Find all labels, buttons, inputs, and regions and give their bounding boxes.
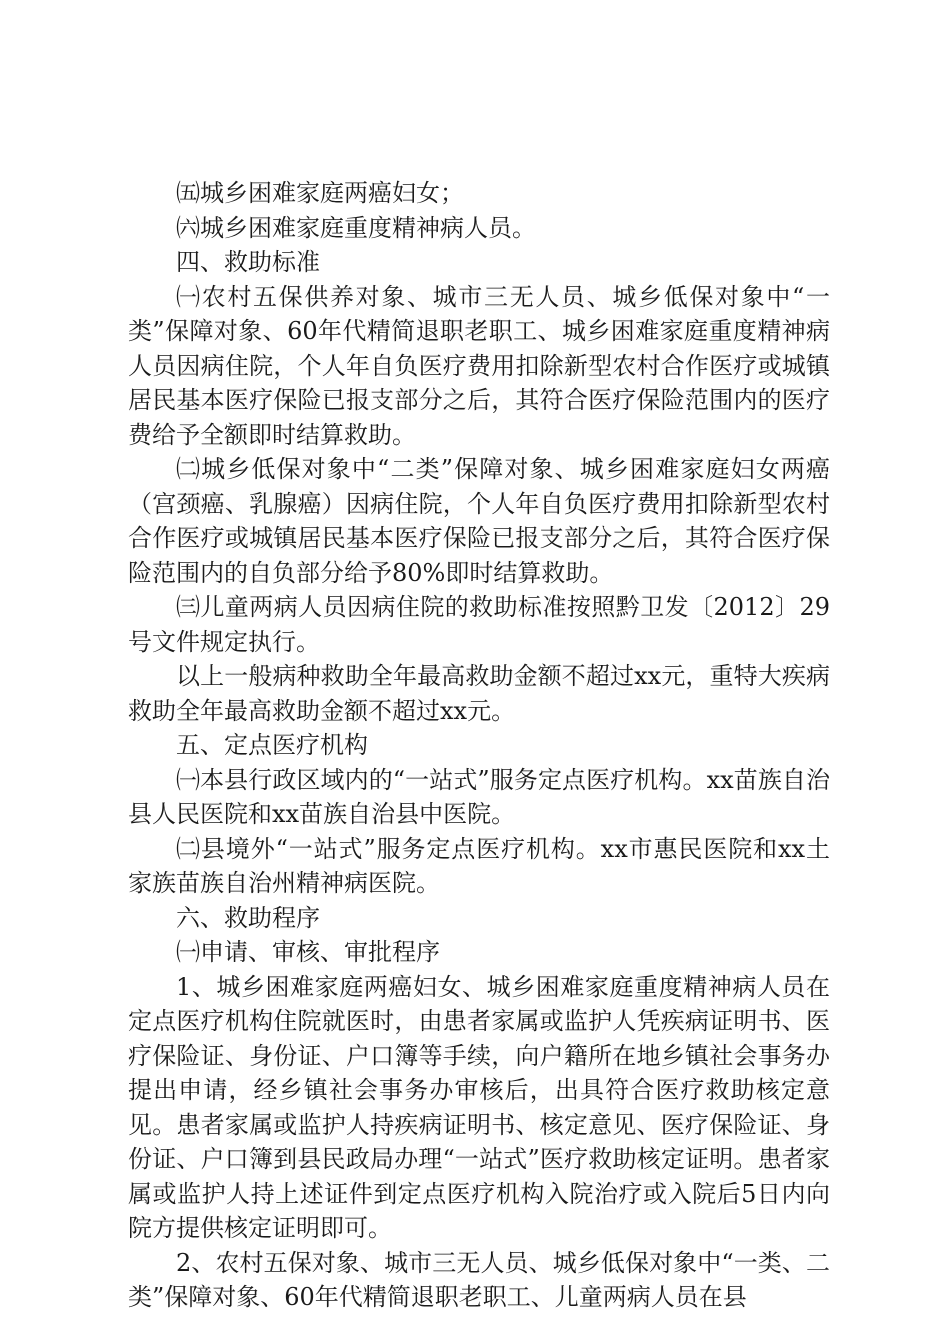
- paragraph-item-6: ㈥城乡困难家庭重度精神病人员。: [176, 213, 536, 242]
- paragraph-institutions-1: ㈠本县行政区域内的“一站式”服务定点医疗机构。xx苗族自治县人民医院和xx苗族自治县中医院。: [128, 765, 830, 828]
- paragraph-standard-2: ㈡城乡低保对象中“二类”保障对象、城乡困难家庭妇女两癌（宫颈癌、乳腺癌）因病住院，个人年自负医疗费用扣除新型农村合作医疗或城镇居民基本医疗保险已报支部分之后，其符合医疗保险范围内的自负部分给予80%即时结算救助。: [128, 455, 830, 587]
- paragraph-item-5: ㈤城乡困难家庭两癌妇女；: [176, 179, 464, 207]
- section-heading-rescue-standard: 四、救助标准: [176, 248, 320, 276]
- paragraph-standard-1: ㈠农村五保供养对象、城市三无人员、城乡低保对象中“一类”保障对象、60年代精简退职老职工、城乡困难家庭重度精神病人员因病住院，个人年自负医疗费用扣除新型农村合作医疗或城镇居民基本医疗保险已报支部分之后，其符合医疗保险范围内的医疗费给予全额即时结算救助。: [128, 282, 830, 449]
- paragraph-standard-3: ㈢儿童两病人员因病住院的救助标准按照黔卫发〔2012〕29号文件规定执行。: [128, 593, 830, 656]
- paragraph-institutions-2: ㈡县境外“一站式”服务定点医疗机构。xx市惠民医院和xx土家族苗族自治州精神病医院。: [128, 834, 830, 897]
- paragraph-procedure-2: 2、农村五保对象、城市三无人员、城乡低保对象中“一类、二类”保障对象、60年代精简退职老职工、儿童两病人员在县: [128, 1248, 830, 1311]
- section-heading-rescue-procedure: 六、救助程序: [176, 903, 320, 932]
- paragraph-procedure-subheading: ㈠申请、审核、审批程序: [176, 938, 440, 966]
- section-heading-designated-institutions: 五、定点医疗机构: [176, 731, 368, 759]
- document-body: [128, 176, 830, 1315]
- paragraph-max-amount: 以上一般病种救助全年最高救助金额不超过xx元，重特大疾病救助全年最高救助金额不超过xx元。: [128, 662, 830, 725]
- paragraph-procedure-1: 1、城乡困难家庭两癌妇女、城乡困难家庭重度精神病人员在定点医疗机构住院就医时，由患者家属或监护人凭疾病证明书、医疗保险证、身份证、户口簿等手续，向户籍所在地乡镇社会事务办提出申请，经乡镇社会事务办审核后，出具符合医疗救助核定意见。患者家属或监护人持疾病证明书、核定意见、医疗保险证、身份证、户口簿到县民政局办理“一站式”医疗救助核定证明。患者家属或监护人持上述证件到定点医疗机构入院治疗或入院后5日内向院方提供核定证明即可。: [128, 972, 830, 1242]
